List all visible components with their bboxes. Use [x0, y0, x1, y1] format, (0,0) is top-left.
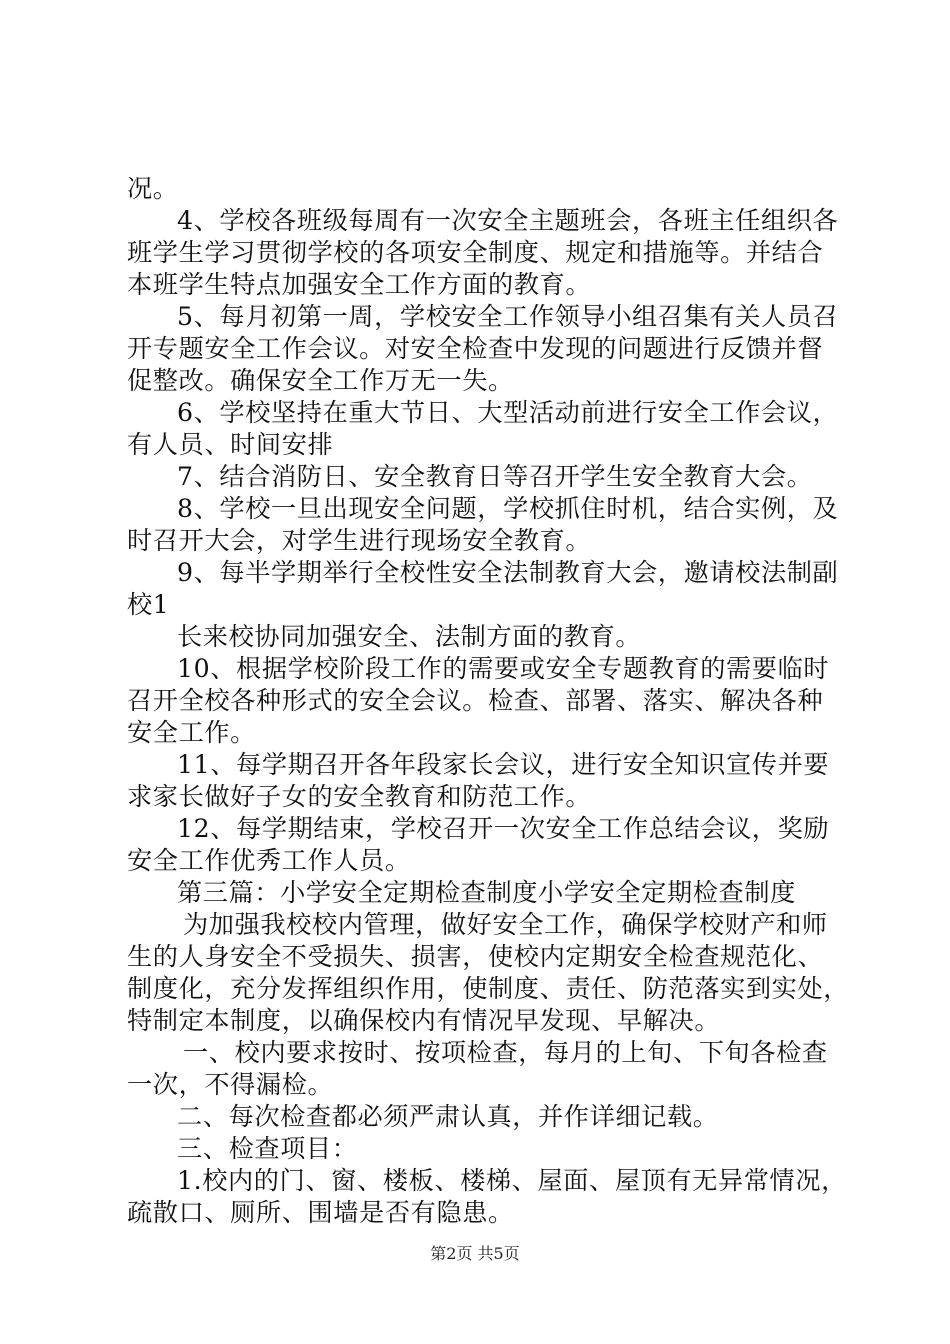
text-line: 促整改。确保安全工作万无一失。: [127, 366, 514, 395]
text-line: 1.校内的门、窗、楼板、楼梯、屋面、屋顶有无异常情况，: [177, 1166, 847, 1195]
text-line: 生的人身安全不受损失、损害，使校内定期安全检查规范化、: [127, 942, 824, 971]
text-line: 7、结合消防日、安全教育日等召开学生安全教育大会。: [177, 462, 813, 491]
text-line: 有人员、时间安排: [127, 430, 334, 459]
text-line: 召开全校各种形式的安全会议。检查、部署、落实、解决各种: [127, 686, 824, 715]
section-heading: 第三篇：小学安全定期检查制度小学安全定期检查制度: [177, 878, 796, 907]
text-line: 安全工作。: [127, 718, 256, 747]
text-line: 疏散口、厕所、围墙是否有隐患。: [127, 1198, 514, 1227]
text-line: 二、每次检查都必须严肃认真，并作详细记载。: [177, 1102, 719, 1131]
text-line: 6、学校坚持在重大节日、大型活动前进行安全工作会议，: [177, 398, 839, 427]
text-line: 特制定本制度，以确保校内有情况早发现、早解决。: [127, 1006, 721, 1035]
page-number-footer: 第2页 共5页: [430, 1244, 520, 1263]
text-line: 12、每学期结束，学校召开一次安全工作总结会议，奖励: [177, 814, 830, 843]
text-line: 本班学生特点加强安全工作方面的教育。: [127, 270, 592, 299]
text-line: 4、学校各班级每周有一次安全主题班会，各班主任组织各: [177, 206, 839, 235]
document-body: [127, 173, 850, 1229]
text-line: 安全工作优秀工作人员。: [127, 846, 411, 875]
text-line: 班学生学习贯彻学校的各项安全制度、规定和措施等。并结合: [127, 238, 824, 267]
text-line: 11、每学期召开各年段家长会议，进行安全知识宣传并要: [177, 750, 830, 779]
text-line: 为加强我校校内管理，做好安全工作，确保学校财产和师: [183, 910, 828, 939]
text-line: 一次，不得漏检。: [127, 1070, 334, 1099]
text-line: 开专题安全工作会议。对安全检查中发现的问题进行反馈并督: [127, 334, 824, 363]
text-line: 三、检查项目：: [177, 1134, 358, 1163]
text-line: 时召开大会，对学生进行现场安全教育。: [127, 526, 592, 555]
text-line: 长来校协同加强安全、法制方面的教育。: [177, 622, 642, 651]
text-line: 10、根据学校阶段工作的需要或安全专题教育的需要临时: [177, 654, 830, 683]
text-line: 5、每月初第一周，学校安全工作领导小组召集有关人员召: [177, 302, 839, 331]
text-line: 8、学校一旦出现安全问题，学校抓住时机，结合实例，及: [177, 494, 839, 523]
text-line: 一、校内要求按时、按项检查，每月的上旬、下旬各检查: [183, 1038, 828, 1067]
text-line: 制度化，充分发挥组织作用，使制度、责任、防范落实到实处，: [127, 974, 850, 1003]
text-line: 况。: [127, 174, 179, 203]
text-line: 9、每半学期举行全校性安全法制教育大会，邀请校法制副: [177, 558, 839, 587]
text-line: 校1: [127, 590, 170, 619]
text-line: 求家长做好子女的安全教育和防范工作。: [127, 782, 592, 811]
